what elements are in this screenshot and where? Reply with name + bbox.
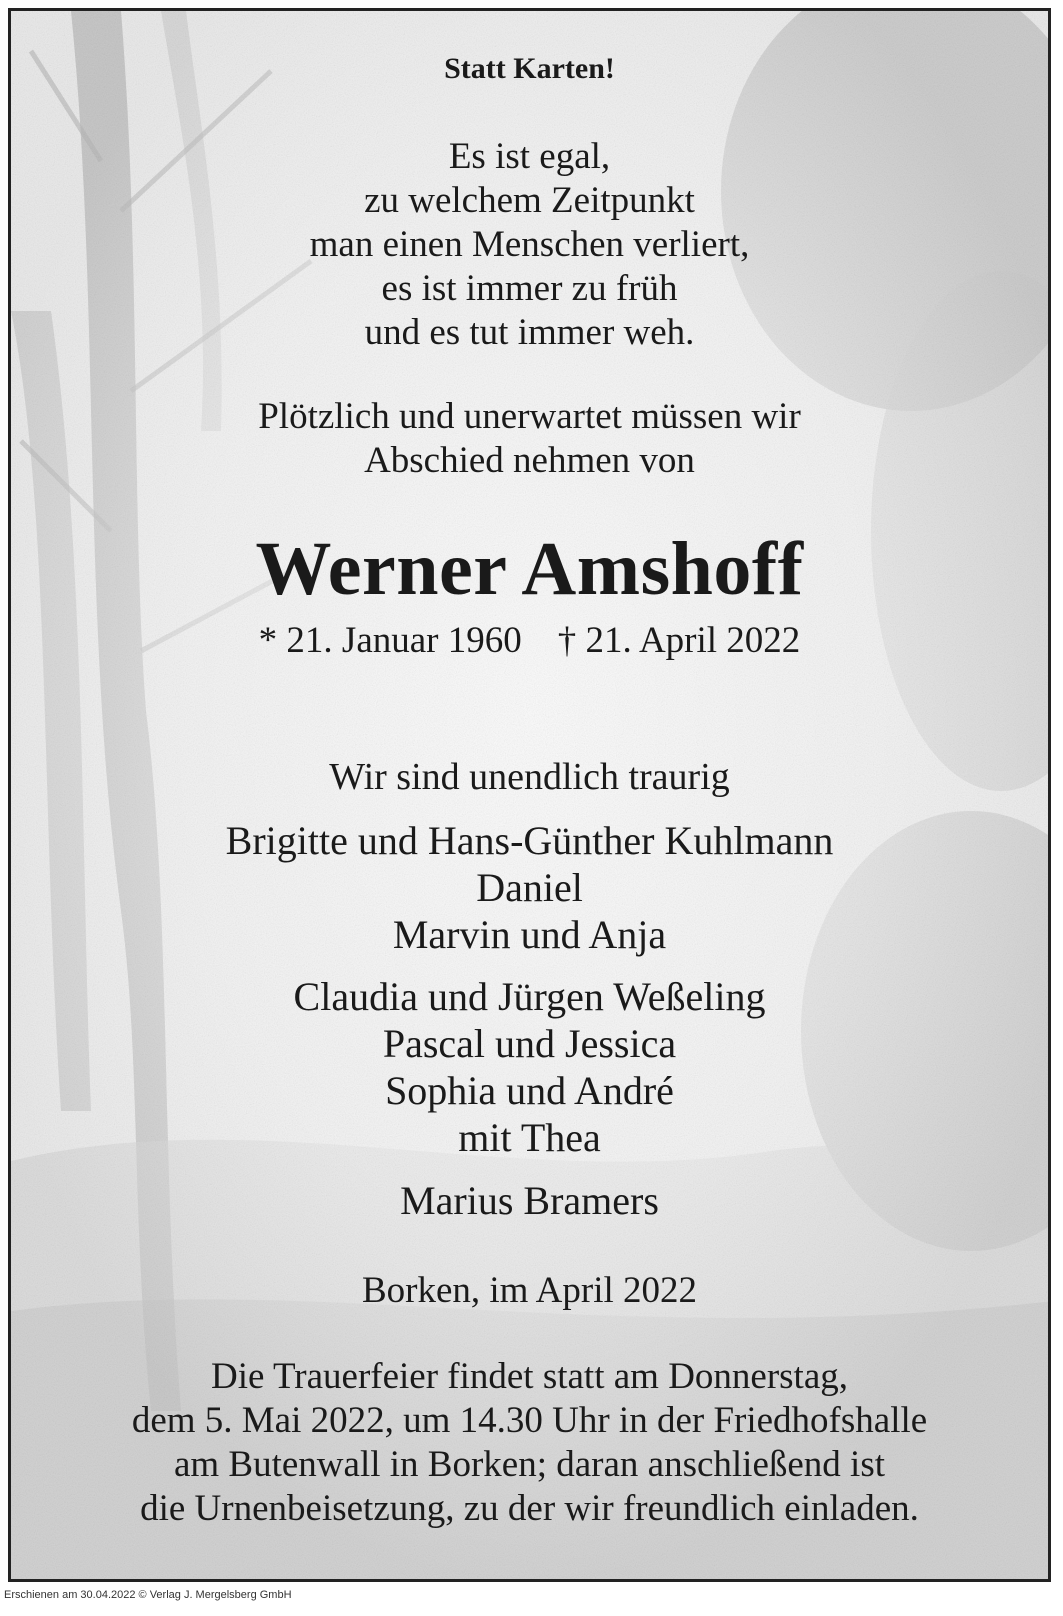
ceremony-line: am Butenwall in Borken; daran anschließend ist xyxy=(173,1444,886,1485)
poem-line: es ist immer zu früh xyxy=(381,268,678,309)
poem-line: Es ist egal, xyxy=(448,136,611,177)
ceremony-line: dem 5. Mai 2022, um 14.30 Uhr in der Friedhofshalle xyxy=(131,1400,928,1441)
family-member: Pascal und Jessica xyxy=(382,1021,677,1066)
mourning-line: Wir sind unendlich traurig xyxy=(329,756,730,798)
life-dates xyxy=(11,619,1048,663)
intro-line: Abschied nehmen von xyxy=(364,440,695,481)
family-member: Sophia und André xyxy=(385,1068,674,1113)
family-member: Brigitte und Hans-Günther Kuhlmann xyxy=(225,818,834,863)
heading: Statt Karten! xyxy=(444,52,615,85)
obituary-notice xyxy=(8,8,1051,1582)
family-member: mit Thea xyxy=(458,1115,601,1160)
poem-line: zu welchem Zeitpunkt xyxy=(364,180,695,221)
poem-line: man einen Menschen verliert, xyxy=(309,224,750,265)
place-date: Borken, im April 2022 xyxy=(361,1270,698,1311)
family-member: Daniel xyxy=(476,865,583,910)
ceremony-line: Die Trauerfeier findet statt am Donnerstag, xyxy=(210,1356,849,1397)
ceremony-line: die Urnenbeisetzung, zu der wir freundlich einladen. xyxy=(140,1488,919,1529)
family-member: Marvin und Anja xyxy=(392,912,667,957)
poem-line: und es tut immer weh. xyxy=(364,312,695,353)
birth-date: * 21. Januar 1960 xyxy=(258,620,522,661)
family-member: Marius Bramers xyxy=(400,1178,659,1223)
deceased-name: Werner Amshoff xyxy=(255,527,804,611)
intro-line: Plötzlich und unerwartet müssen wir xyxy=(258,396,801,437)
family-member: Claudia und Jürgen Weßeling xyxy=(293,974,766,1019)
publication-credit: Erschienen am 30.04.2022 © Verlag J. Mergelsberg GmbH xyxy=(4,1589,292,1601)
death-date: † 21. April 2022 xyxy=(557,620,801,661)
